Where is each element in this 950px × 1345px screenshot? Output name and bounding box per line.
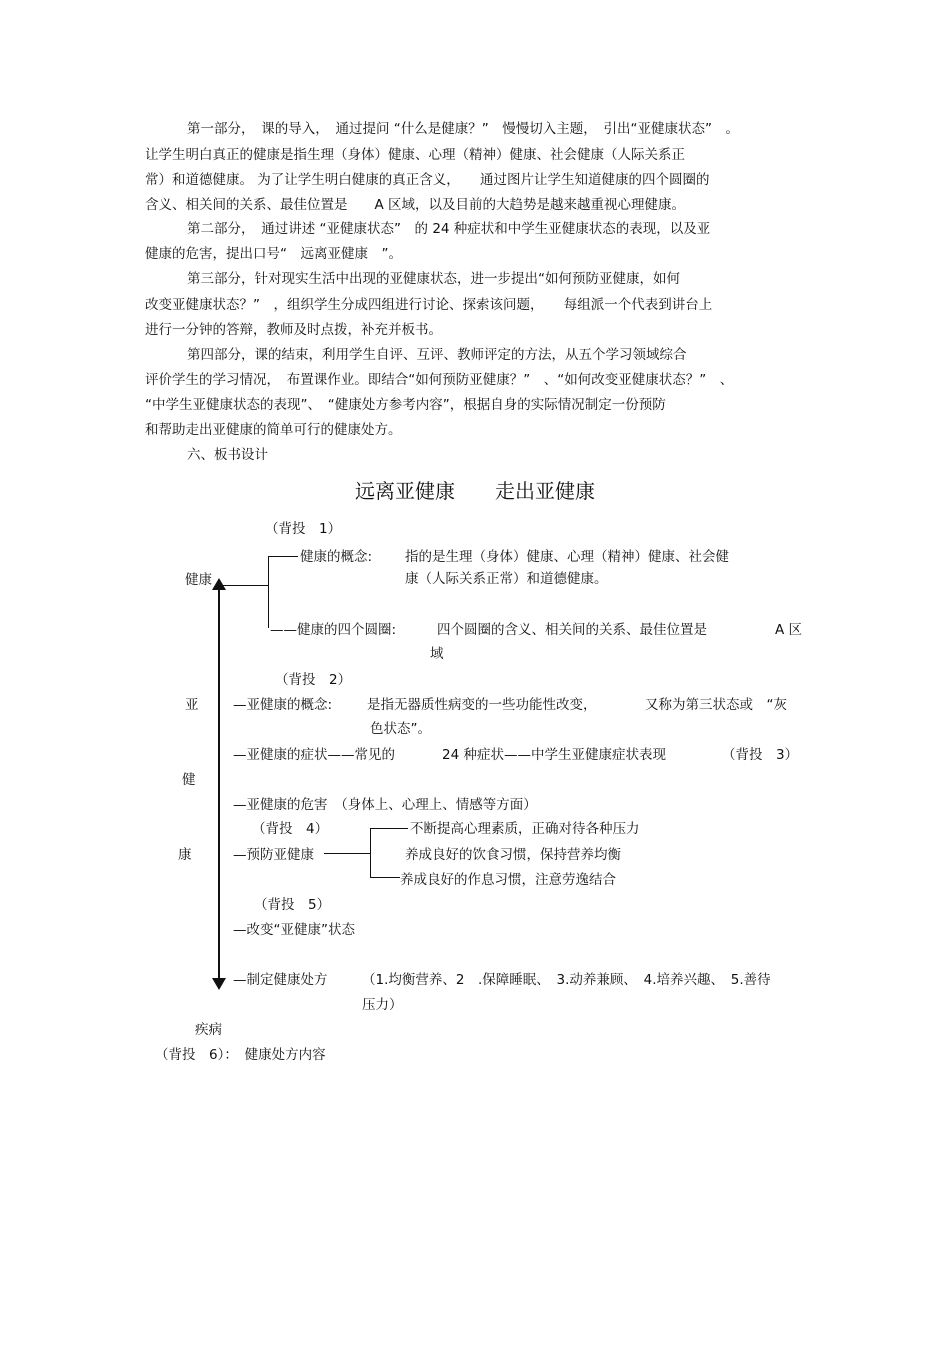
prevent-bracket-top bbox=[370, 828, 408, 829]
para4-line3: “中学生亚健康状态的表现”、 “健康处方参考内容”，根据自身的实际情况制定一份预防 bbox=[145, 397, 666, 413]
health-concept-text-2: 康（人际关系正常）和道德健康。 bbox=[405, 571, 608, 587]
health-connector bbox=[220, 585, 268, 586]
axis-arrow-up-icon bbox=[212, 578, 226, 590]
subhealth-concept-text-3: 色状态”。 bbox=[370, 721, 431, 737]
axis-line bbox=[218, 586, 220, 980]
subhealth-concept-label: —亚健康的概念: bbox=[233, 697, 333, 713]
para1-line3: 常）和道德健康。 为了让学生明白健康的真正含义， 通过图片让学生知道健康的四个圆圈的 bbox=[145, 172, 710, 188]
health-circles-text-1: 四个圆圈的含义、相关间的关系、最佳位置是 bbox=[437, 622, 707, 638]
change-status: —改变“亚健康”状态 bbox=[233, 922, 355, 938]
para1-line1: 第一部分， 课的导入， 通过提问 “什么是健康？” 慢慢切入主题， 引出“亚健康状态” 。 bbox=[187, 121, 740, 137]
para1-line2: 让学生明白真正的健康是指生理（身体）健康、心理（精神）健康、社会健康（人际关系正 bbox=[145, 147, 685, 163]
health-circles-text-2: A 区 bbox=[775, 622, 803, 638]
prescribe-label: —制定健康处方 bbox=[233, 972, 328, 988]
subhealth-symptoms-b: 24 种症状——中学生亚健康症状表现 bbox=[442, 747, 666, 763]
prevent-connector bbox=[324, 853, 370, 854]
prevent-item-1: 不断提高心理素质，正确对待各种压力 bbox=[410, 821, 640, 837]
para4-line1: 第四部分，课的结束，利用学生自评、互评、教师评定的方法，从五个学习领域综合 bbox=[187, 347, 687, 363]
axis-arrow-down-icon bbox=[212, 978, 226, 990]
board-title: 远离亚健康 走出亚健康 bbox=[355, 479, 595, 503]
para2-line2: 健康的危害，提出口号“ 远离亚健康 ”。 bbox=[145, 246, 402, 262]
axis-label-ya: 亚 bbox=[185, 697, 199, 713]
axis-label-disease: 疾病 bbox=[195, 1022, 222, 1038]
health-concept-label: 健康的概念: bbox=[300, 549, 373, 565]
para4-line2: 评价学生的学习情况， 布置课作业。即结合“如何预防亚健康？” 、“如何改变亚健康状态？” 、 bbox=[145, 372, 734, 388]
tou1-label: （背投 1） bbox=[265, 521, 342, 537]
subhealth-harm: —亚健康的危害 （身体上、心理上、情感等方面） bbox=[233, 797, 537, 813]
health-circles-label: ——健康的四个圆圈: bbox=[270, 622, 397, 638]
axis-label-kang: 康 bbox=[178, 847, 192, 863]
tou3-label: （背投 3） bbox=[722, 747, 799, 763]
prescribe-text-2: 压力） bbox=[362, 997, 403, 1013]
tou5-label: （背投 5） bbox=[254, 897, 331, 913]
axis-label-health: 健康 bbox=[185, 572, 212, 588]
para3-line2: 改变亚健康状态？” ，组织学生分成四组进行讨论、探索该问题， 每组派一个代表到讲台上 bbox=[145, 297, 713, 313]
para2-line1: 第二部分， 通过讲述 “亚健康状态” 的 24 种症状和中学生亚健康状态的表现，以及亚 bbox=[187, 221, 711, 237]
subhealth-concept-text-2: 又称为第三状态或 “灰 bbox=[645, 697, 787, 713]
axis-label-jian: 健 bbox=[182, 772, 196, 788]
prescribe-text-1: （1.均衡营养、2 .保障睡眠、 3.动养兼顾、 4.培养兴趣、 5.善待 bbox=[362, 972, 771, 988]
health-bracket-top bbox=[268, 556, 298, 557]
subhealth-concept-text-1: 是指无器质性病变的一些功能性改变， bbox=[367, 697, 597, 713]
para1-line4: 含义、相关间的关系、最佳位置是 A 区域，以及目前的大趋势是越来越重视心理健康。 bbox=[145, 197, 686, 213]
tou4-label: （背投 4） bbox=[252, 821, 329, 837]
section-heading: 六、板书设计 bbox=[187, 447, 268, 463]
subhealth-symptoms-a: —亚健康的症状——常见的 bbox=[233, 747, 395, 763]
prevent-item-3: 养成良好的作息习惯，注意劳逸结合 bbox=[400, 872, 616, 888]
tou2-label: （背投 2） bbox=[275, 672, 352, 688]
health-bracket bbox=[268, 556, 269, 628]
health-circles-text-3: 域 bbox=[430, 646, 444, 662]
health-concept-text-1: 指的是生理（身体）健康、心理（精神）健康、社会健 bbox=[405, 549, 729, 565]
para3-line3: 进行一分钟的答辩，教师及时点拨，补充并板书。 bbox=[145, 322, 442, 338]
prevent-bracket-bottom bbox=[370, 877, 400, 878]
prevent-bracket bbox=[370, 828, 371, 878]
para4-line4: 和帮助走出亚健康的简单可行的健康处方。 bbox=[145, 422, 402, 438]
tou6-label: （背投 6）： 健康处方内容 bbox=[155, 1047, 326, 1063]
prevent-item-2: 养成良好的饮食习惯，保持营养均衡 bbox=[405, 847, 621, 863]
prevent-label: —预防亚健康 bbox=[233, 847, 314, 863]
para3-line1: 第三部分，针对现实生活中出现的亚健康状态，进一步提出“如何预防亚健康，如何 bbox=[187, 271, 680, 287]
